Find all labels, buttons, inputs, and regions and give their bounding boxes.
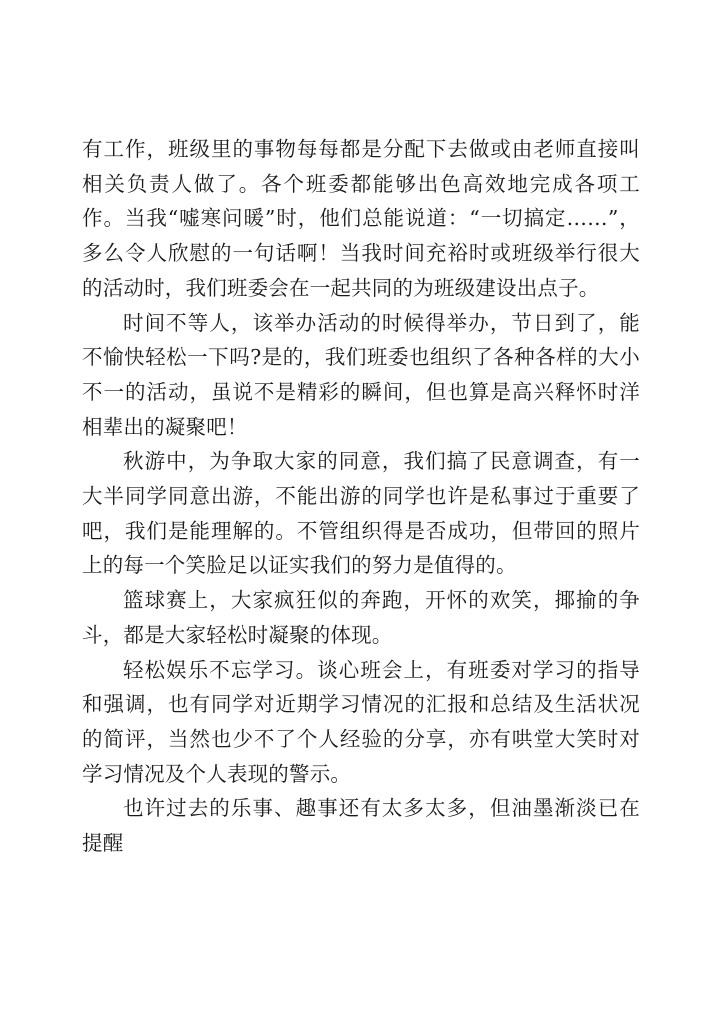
- paragraph: 轻松娱乐不忘学习。谈心班会上，有班委对学习的指导和强调，也有同学对近期学习情况的汇报和总结及生活状况的简评，当然也少不了个人经验的分享，亦有哄堂大笑时对学习情况及个人表现的警示。: [82, 657, 640, 786]
- paragraph: 时间不等人，该举办活动的时候得举办，节日到了，能不愉快轻松一下吗?是的，我们班委也组织了各种各样的大小不一的活动，虽说不是精彩的瞬间，但也算是高兴释怀时洋相辈出的凝聚吧！: [82, 310, 640, 439]
- paragraph: 篮球赛上，大家疯狂似的奔跑，开怀的欢笑，揶揄的争斗，都是大家轻松时凝聚的体现。: [82, 588, 640, 647]
- paragraph: 也许过去的乐事、趣事还有太多太多，但油墨渐淡已在提醒: [82, 796, 640, 856]
- paragraph: 秋游中，为争取大家的同意，我们搞了民意调查，有一大半同学同意出游，不能出游的同学也许是私事过于重要了吧，我们是能理解的。不管组织得是否成功，但带回的照片上的每一个笑脸足以证实我们的努力是值得的。: [82, 449, 640, 578]
- paragraph-continued: 有工作，班级里的事物每每都是分配下去做或由老师直接叫相关负责人做了。各个班委都能够出色高效地完成各项工作。当我“嘘寒问暖”时，他们总能说道：“一切搞定……”，多么令人欣慰的一句话啊！当我时间充裕时或班级举行很大的活动时，我们班委会在一起共同的为班级建设出点子。: [82, 137, 640, 300]
- body-text: [82, 132, 640, 861]
